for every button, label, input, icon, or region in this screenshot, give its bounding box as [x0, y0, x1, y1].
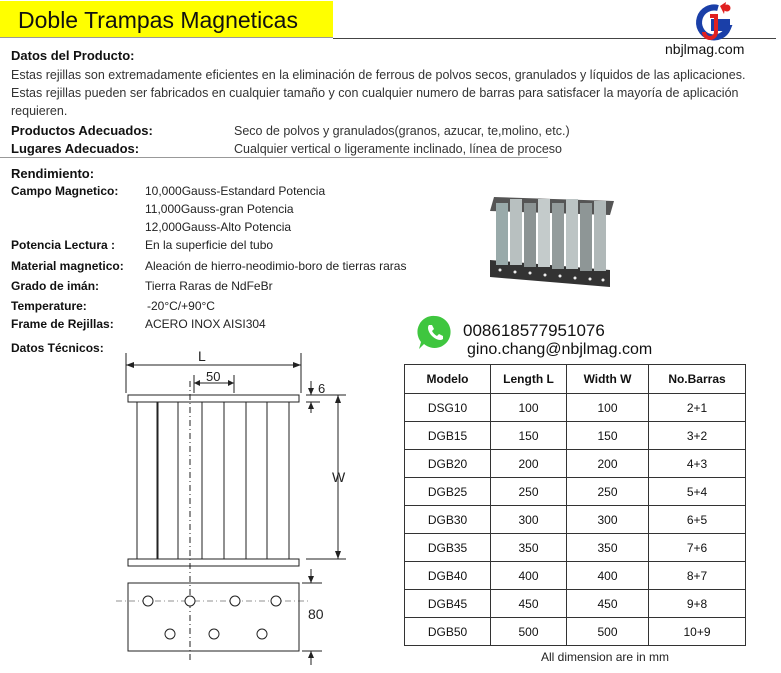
table-row [405, 394, 746, 422]
cell: 450 [567, 590, 649, 618]
performance-title: Rendimiento: [11, 166, 95, 181]
cell: 450 [491, 590, 567, 618]
table-row [405, 590, 746, 618]
cell: 2+1 [649, 394, 746, 422]
specifications-table [404, 364, 746, 646]
cell: 3+2 [649, 422, 746, 450]
label-6: 6 [318, 381, 326, 396]
reading-value: En la superficie del tubo [145, 238, 274, 252]
table-row [405, 506, 746, 534]
cell: 150 [567, 422, 649, 450]
table-row [405, 422, 746, 450]
cell: 350 [567, 534, 649, 562]
grade-label: Grado de imán: [11, 279, 100, 293]
page-title: Doble Trampas Magneticas [18, 7, 298, 33]
cell: 350 [491, 534, 567, 562]
suitable-places-value: Cualquier vertical o ligeramente inclinado, línea de proceso [234, 142, 562, 156]
technical-title: Datos Técnicos: [11, 341, 104, 355]
table-row [405, 534, 746, 562]
col-header-model: Modelo [405, 365, 491, 394]
table-header-row [405, 365, 746, 394]
suitable-places-label: Lugares Adecuados: [11, 141, 140, 156]
label-W: W [332, 469, 346, 485]
cell: 200 [567, 450, 649, 478]
cell: DGB30 [405, 506, 491, 534]
cell: 400 [491, 562, 567, 590]
suitable-products-label: Productos Adecuados: [11, 123, 153, 138]
temperature-value: -20°C/+90°C [147, 299, 215, 313]
cell: 4+3 [649, 450, 746, 478]
cell: DGB50 [405, 618, 491, 646]
cell: 250 [567, 478, 649, 506]
cell: 6+5 [649, 506, 746, 534]
label-L: L [198, 348, 206, 364]
col-header-bars: No.Barras [649, 365, 746, 394]
product-description-2: Estas rejillas pueden ser fabricados en cualquier tamaño y con cualquier numero de barras para satisfacer la mayoría de aplicación [11, 86, 739, 100]
cell: DGB35 [405, 534, 491, 562]
cell: DGB20 [405, 450, 491, 478]
cell: 400 [567, 562, 649, 590]
suitable-products-value: Seco de polvos y granulados(granos, azucar, te,molino, etc.) [234, 124, 570, 138]
field-value-1: 10,000Gauss-Estandard Potencia [145, 184, 326, 198]
product-description-3: requieren. [11, 104, 68, 118]
product-section-title: Datos del Producto: [11, 48, 135, 63]
cell: DGB40 [405, 562, 491, 590]
table-row [405, 450, 746, 478]
grate-product-image [470, 185, 630, 295]
col-header-length: Length L [491, 365, 567, 394]
frame-value: ACERO INOX AISI304 [145, 317, 266, 331]
field-value-3: 12,000Gauss-Alto Potencia [145, 220, 292, 234]
whatsapp-icon [416, 314, 454, 352]
table-row [405, 478, 746, 506]
cell: 8+7 [649, 562, 746, 590]
cell: 300 [491, 506, 567, 534]
cell: 10+9 [649, 618, 746, 646]
material-label: Material magnetico: [11, 259, 124, 273]
cell: 9+8 [649, 590, 746, 618]
field-value-2: 11,000Gauss-gran Potencia [145, 202, 294, 216]
company-logo [690, 2, 736, 42]
product-description-1: Estas rejillas son extremadamente eficientes en la eliminación de ferrous de polvos secos, granulados y líquidos de las aplicaciones. [11, 68, 746, 82]
frame-label: Frame de Rejillas: [11, 317, 114, 331]
cell: 150 [491, 422, 567, 450]
col-header-width: Width W [567, 365, 649, 394]
table-row [405, 618, 746, 646]
phone-number[interactable]: 008618577951076 [463, 321, 605, 340]
cell: 500 [491, 618, 567, 646]
label-50: 50 [206, 369, 221, 384]
email-address[interactable]: gino.chang@nbjlmag.com [467, 341, 653, 358]
website-url: nbjlmag.com [665, 41, 745, 57]
cell: 200 [491, 450, 567, 478]
cell: DSG10 [405, 394, 491, 422]
cell: 5+4 [649, 478, 746, 506]
material-value: Aleación de hierro-neodimio-boro de tierras raras [145, 259, 407, 273]
units-note: All dimension are in mm [541, 650, 670, 664]
label-80: 80 [308, 606, 324, 622]
field-label: Campo Magnetico: [11, 184, 119, 198]
title-banner [0, 1, 333, 38]
table-row [405, 562, 746, 590]
section-divider [0, 157, 548, 158]
technical-drawing [110, 345, 346, 670]
cell: DGB25 [405, 478, 491, 506]
cell: 500 [567, 618, 649, 646]
cell: DGB15 [405, 422, 491, 450]
cell: 250 [491, 478, 567, 506]
cell: 7+6 [649, 534, 746, 562]
reading-label: Potencia Lectura : [11, 238, 116, 252]
temperature-label: Temperature: [11, 299, 87, 313]
cell: 100 [491, 394, 567, 422]
grade-value: Tierra Raras de NdFeBr [145, 279, 273, 293]
cell: 300 [567, 506, 649, 534]
cell: 100 [567, 394, 649, 422]
cell: DGB45 [405, 590, 491, 618]
